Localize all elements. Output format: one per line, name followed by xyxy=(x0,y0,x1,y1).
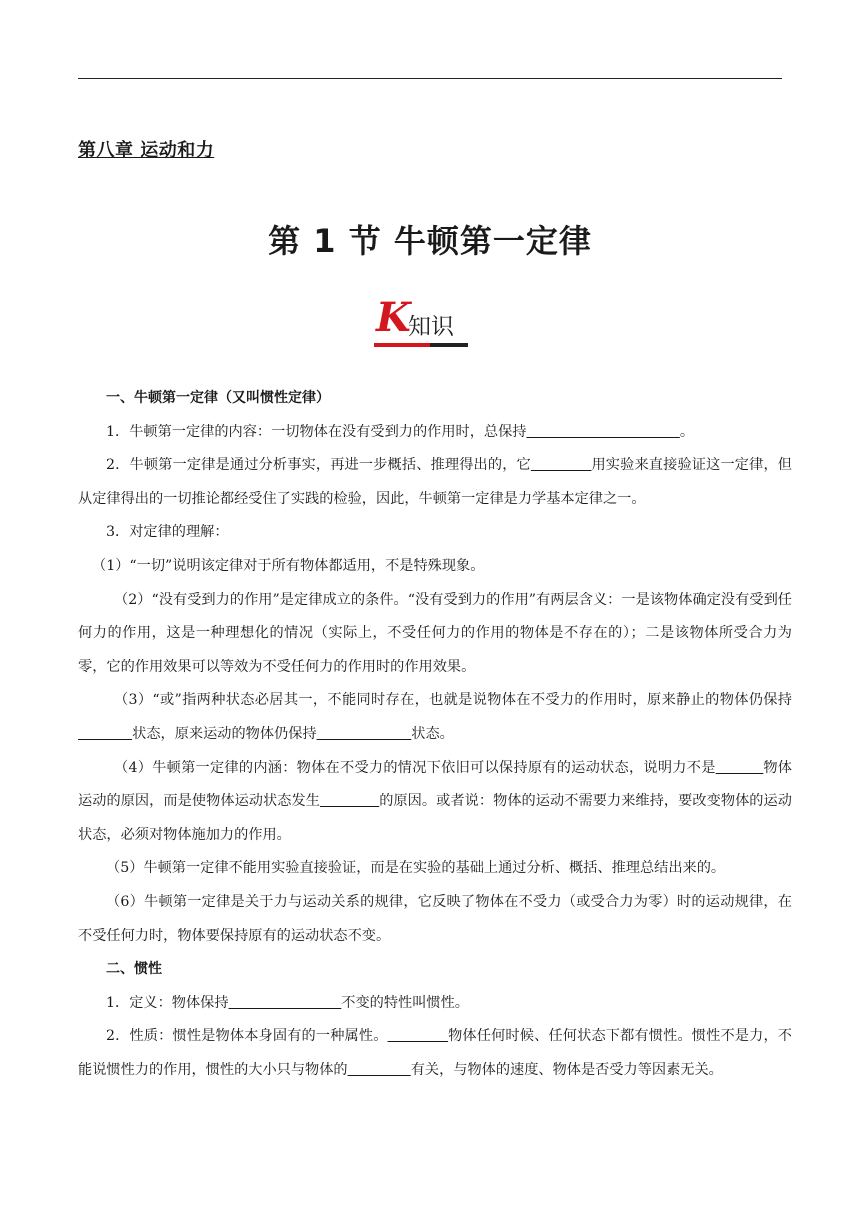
fill-blank xyxy=(531,457,592,473)
header-rule xyxy=(78,78,782,79)
paragraph-text: 状态。 xyxy=(411,725,454,742)
paragraph: （5）牛顿第一定律不能用实验直接验证，而是在实验的基础上通过分析、概括、推理总结出来的。 xyxy=(106,860,726,877)
badge-underline-red xyxy=(374,343,432,347)
paragraph-text: 1．定义：物体保持 xyxy=(106,994,229,1011)
paragraph-text: 有关，与物体的速度、物体是否受力等因素无关。 xyxy=(410,1061,723,1078)
paragraph-text: 2．牛顿第一定律是通过分析事实，再进一步概括、推理得出的，它 xyxy=(106,457,531,474)
paragraph: （6）牛顿第一定律是关于力与运动关系的规律，它反映了物体在不受力（或受合力为零）时的运动规律，在不受任何力时，物体要保持原有的运动状态不变。 xyxy=(78,893,792,944)
fill-blank xyxy=(320,793,379,809)
paragraph xyxy=(78,1020,792,1087)
paragraph xyxy=(78,416,792,450)
paragraph-text: 物体任何时候、任何状态下都有惯性。惯性不是力，不能说惯性力的作用，惯性的大小只与物体的 xyxy=(78,1028,792,1078)
paragraph: （1）“一切”说明该定律对于所有物体都适用，不是特殊现象。 xyxy=(92,557,485,574)
paragraph-text: 的原因。或者说：物体的运动不需要力来维持，要改变物体的运动状态，必须对物体施加力的作用。 xyxy=(78,793,792,843)
fill-blank xyxy=(348,1062,411,1078)
paragraph-text: 。 xyxy=(679,423,695,440)
paragraph-text: （4）牛顿第一定律的内涵：物体在不受力的情况下依旧可以保持原有的运动状态，说明力不是 xyxy=(114,759,716,776)
paragraph: 3．对定律的理解： xyxy=(106,524,229,541)
document-body xyxy=(78,382,792,1087)
fill-blank xyxy=(229,995,342,1011)
paragraph-text: 状态，原来运动的物体仍保持 xyxy=(132,725,317,742)
fill-blank xyxy=(317,726,412,742)
paragraph-text: 物体运动的原因，而是使物体运动状态发生 xyxy=(78,759,792,810)
paragraph-text: 2．性质：惯性是物体本身固有的一种属性。 xyxy=(106,1028,388,1045)
paragraph-text: 1．牛顿第一定律的内容：一切物体在没有受到力的作用时，总保持 xyxy=(106,423,527,440)
section-heading: 二、惯性 xyxy=(106,961,162,978)
paragraph-text: 用实验来直接验证这一定律，但从定律得出的一切推论都经受住了实践的检验，因此，牛顿第一定律是力学基本定律之一。 xyxy=(78,457,792,507)
paragraph-text: 不变的特性叫惯性。 xyxy=(341,994,469,1011)
paragraph xyxy=(78,684,792,751)
knowledge-badge-icon xyxy=(374,294,474,352)
badge-letter: K xyxy=(376,294,411,341)
fill-blank xyxy=(388,1028,449,1044)
paragraph xyxy=(78,752,792,853)
badge-text: 知识 xyxy=(408,314,454,340)
badge-underline-black xyxy=(430,343,468,347)
fill-blank xyxy=(78,726,132,742)
paragraph xyxy=(78,449,792,516)
fill-blank xyxy=(716,760,764,776)
paragraph-text: （3）“或”指两种状态必居其一，不能同时存在，也就是说物体在不受力的作用时，原来静止的物体仍保持 xyxy=(114,692,792,709)
chapter-title: 第八章 运动和力 xyxy=(78,140,215,161)
fill-blank xyxy=(526,424,679,440)
paragraph: （2）“没有受到力的作用”是定律成立的条件。“没有受到力的作用”有两层含义：一是该物体确定没有受到任何力的作用，这是一种理想化的情况（实际上，不受任何力的作用的物体是不存在的）；二是该物体所受合力为零，它的作用效果可以等效为不受任何力的作用时的作用效果。 xyxy=(78,591,792,675)
section-title: 第 1 节 牛顿第一定律 xyxy=(268,222,592,260)
paragraph xyxy=(78,987,792,1021)
section-heading: 一、牛顿第一定律（又叫惯性定律） xyxy=(106,390,330,406)
